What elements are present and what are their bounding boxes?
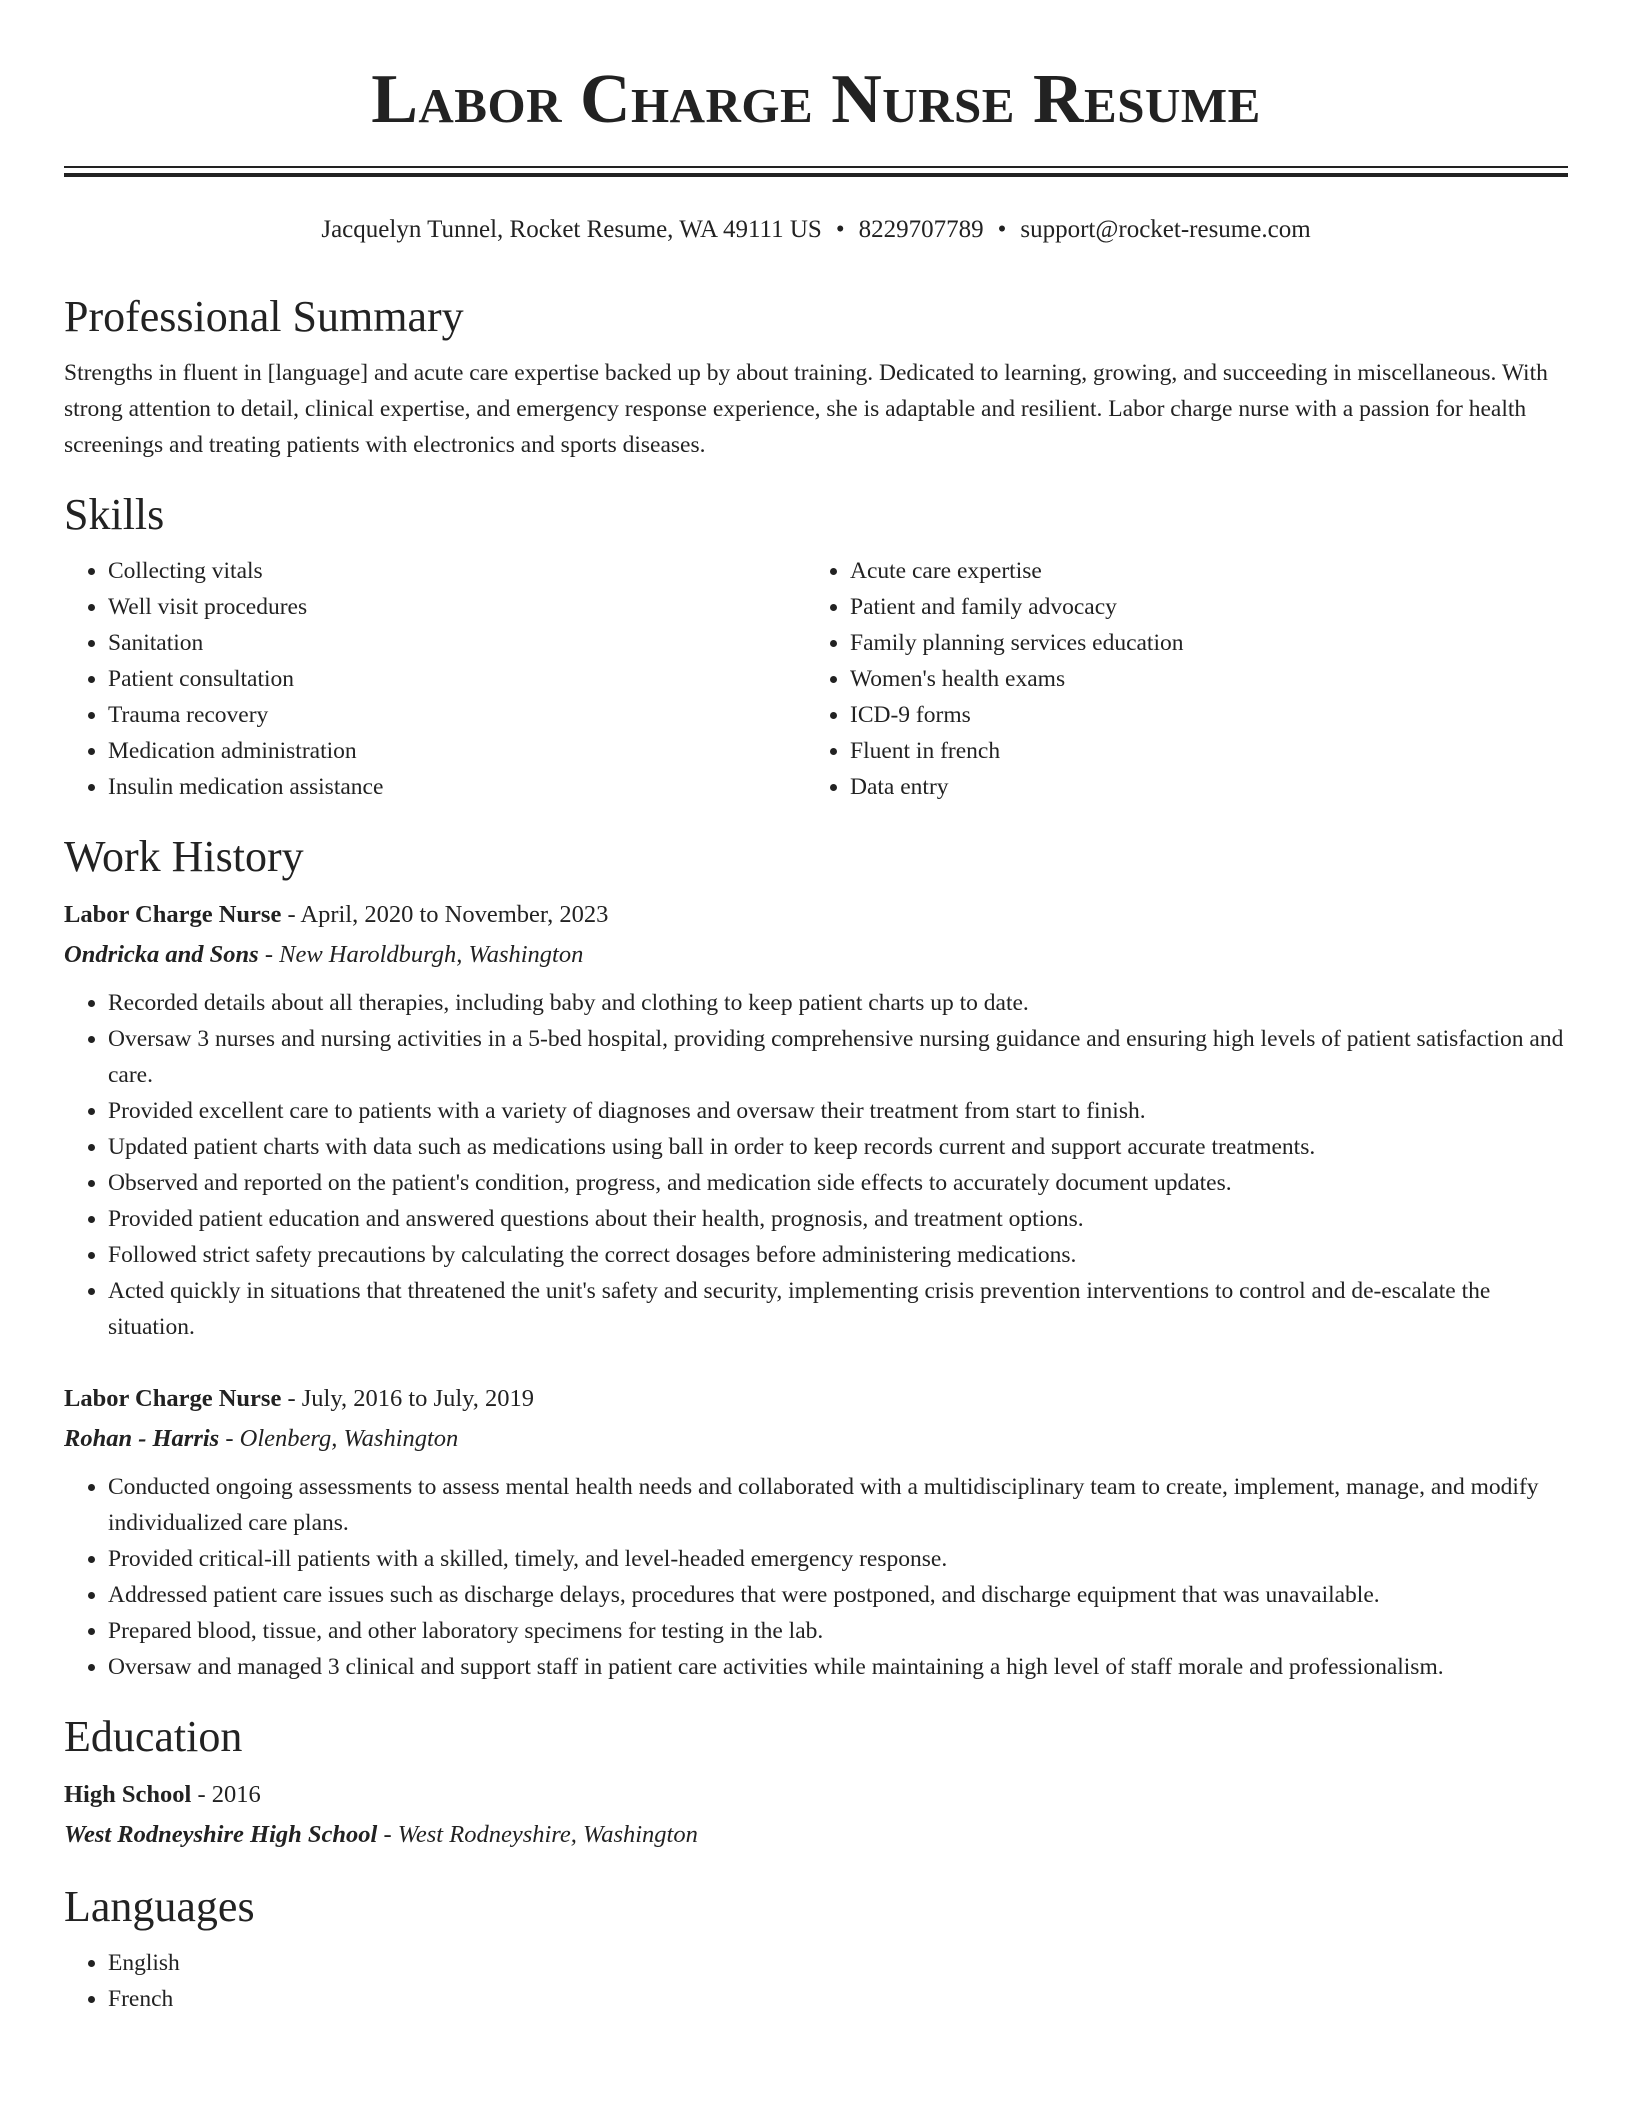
education-school: West Rodneyshire High School xyxy=(64,1821,378,1848)
education-school-line xyxy=(64,1815,1568,1855)
work-history-section xyxy=(64,831,1568,1685)
education-degree: High School xyxy=(64,1781,192,1808)
skills-heading: Skills xyxy=(64,490,165,539)
job-bullet: • Recorded details about all therapies, including baby and clothing to keep patient charts up to date. xyxy=(108,985,1568,1021)
contact-phone: 8229707789 xyxy=(858,216,984,243)
job-bullets xyxy=(64,985,1568,1345)
summary-heading: Professional Summary xyxy=(64,292,464,341)
education-degree-line xyxy=(64,1775,1568,1815)
job-dates: - April, 2020 to November, 2023 xyxy=(281,901,609,928)
job-bullet: • Conducted ongoing assessments to assess mental health needs and collaborated with a multidisciplinary team to create, implement, manage, and modify individualized care plans. xyxy=(108,1469,1568,1541)
language-item: • French xyxy=(108,1981,1568,2017)
skill-item: • Sanitation xyxy=(108,625,806,661)
contact-line xyxy=(64,213,1568,247)
job-bullet: • Acted quickly in situations that threatened the unit's safety and security, implementing crisis prevention interventions to control and de-escalate the situation. xyxy=(108,1273,1568,1345)
skills-list-left xyxy=(64,553,806,805)
contact-address: Jacquelyn Tunnel, Rocket Resume, WA 49111 US xyxy=(321,216,822,243)
languages-list xyxy=(64,1945,1568,2017)
education-section xyxy=(64,1711,1568,1855)
job-entry xyxy=(64,895,1568,1345)
skills-columns xyxy=(64,553,1568,805)
skill-item: • Medication administration xyxy=(108,733,806,769)
job-title-line xyxy=(64,895,1568,935)
title-rule-bottom xyxy=(64,173,1568,177)
summary-section xyxy=(64,291,1568,463)
job-bullet: • Addressed patient care issues such as discharge delays, procedures that were postponed, and discharge equipment that was unavailable. xyxy=(108,1577,1568,1613)
job-bullet: • Oversaw and managed 3 clinical and support staff in patient care activities while maintaining a high level of staff morale and professionalism. xyxy=(108,1649,1568,1685)
languages-section xyxy=(64,1881,1568,2017)
skill-item: • ICD-9 forms xyxy=(850,697,1184,733)
language-item: • English xyxy=(108,1945,1568,1981)
job-bullet: • Updated patient charts with data such as medications using ball in order to keep records current and support accurate treatments. xyxy=(108,1129,1568,1165)
skill-item: • Family planning services education xyxy=(850,625,1184,661)
skill-item: • Insulin medication assistance xyxy=(108,769,806,805)
education-heading: Education xyxy=(64,1712,243,1761)
skills-list-right xyxy=(806,553,1184,805)
skill-item: • Women's health exams xyxy=(850,661,1184,697)
job-company-line xyxy=(64,935,1568,975)
job-dates: - July, 2016 to July, 2019 xyxy=(281,1385,535,1412)
job-role: Labor Charge Nurse xyxy=(64,1385,282,1412)
skill-item: • Patient and family advocacy xyxy=(850,589,1184,625)
job-entry xyxy=(64,1379,1568,1685)
education-location: - West Rodneyshire, Washington xyxy=(377,1821,698,1848)
skill-item: • Collecting vitals xyxy=(108,553,806,589)
summary-text: Strengths in fluent in [language] and acute care expertise backed up by about training. Dedicated to learning, growing, and succeeding in miscellaneous. With strong attention to detail, clinical expertise, and emergency response experience, she is adaptable and resilient. Labor charge nurse with a passion for health screenings and treating patients with electronics and sports diseases. xyxy=(64,360,1548,458)
contact-separator: • xyxy=(835,216,845,243)
skill-item: • Acute care expertise xyxy=(850,553,1184,589)
job-company: Ondricka and Sons xyxy=(64,941,259,968)
job-bullet: • Prepared blood, tissue, and other laboratory specimens for testing in the lab. xyxy=(108,1613,1568,1649)
work-history-heading: Work History xyxy=(64,832,304,881)
contact-separator: • xyxy=(997,216,1007,243)
education-year: - 2016 xyxy=(191,1781,261,1808)
title-rule-top xyxy=(64,166,1568,168)
skill-item: • Well visit procedures xyxy=(108,589,806,625)
resume-title: Labor Charge Nurse Resume xyxy=(371,61,1261,138)
job-company-line xyxy=(64,1419,1568,1459)
job-bullet: • Provided critical-ill patients with a skilled, timely, and level-headed emergency response. xyxy=(108,1541,1568,1577)
job-bullets xyxy=(64,1469,1568,1685)
contact-email: support@rocket-resume.com xyxy=(1020,216,1311,243)
languages-heading: Languages xyxy=(64,1882,255,1931)
skill-item: • Patient consultation xyxy=(108,661,806,697)
job-bullet: • Provided patient education and answered questions about their health, prognosis, and treatment options. xyxy=(108,1201,1568,1237)
job-bullet: • Provided excellent care to patients with a variety of diagnoses and oversaw their treatment from start to finish. xyxy=(108,1093,1568,1129)
skill-item: • Fluent in french xyxy=(850,733,1184,769)
job-location: - Olenberg, Washington xyxy=(219,1425,459,1452)
job-location: - New Haroldburgh, Washington xyxy=(258,941,584,968)
job-title-line xyxy=(64,1379,1568,1419)
job-bullet: • Observed and reported on the patient's condition, progress, and medication side effects to accurately document updates. xyxy=(108,1165,1568,1201)
job-bullet: • Followed strict safety precautions by calculating the correct dosages before administering medications. xyxy=(108,1237,1568,1273)
skill-item: • Trauma recovery xyxy=(108,697,806,733)
job-company: Rohan - Harris xyxy=(64,1425,220,1452)
skills-section xyxy=(64,489,1568,805)
skill-item: • Data entry xyxy=(850,769,1184,805)
job-role: Labor Charge Nurse xyxy=(64,901,282,928)
job-bullet: • Oversaw 3 nurses and nursing activities in a 5-bed hospital, providing comprehensive nursing guidance and ensuring high levels of patient satisfaction and care. xyxy=(108,1021,1568,1093)
